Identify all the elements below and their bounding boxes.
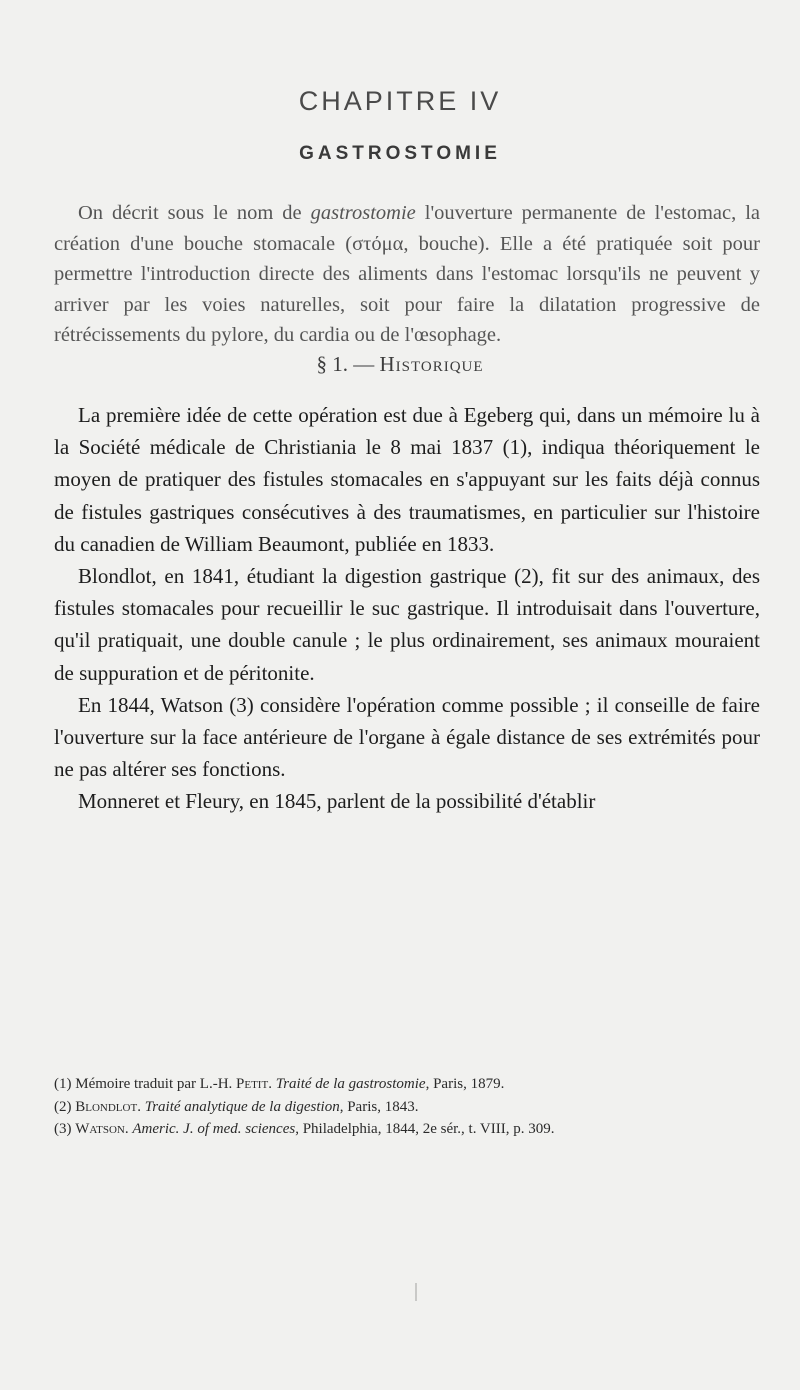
footnote-number: (2) xyxy=(54,1098,72,1115)
footnote xyxy=(54,1118,774,1141)
footnote-author: Blondlot xyxy=(75,1098,138,1115)
paragraph-watson: En 1844, Watson (3) considère l'opération comme possible ; il conseille de faire l'ouverture sur la face antérieure de l'organe à égale distance de ses extrémités pour ne pas altérer ses fonctions. xyxy=(54,692,760,782)
footnotes xyxy=(54,1073,774,1141)
footnote-details: , Philadelphia, 1844, 2e sér., t. VIII, p. 309. xyxy=(295,1121,555,1137)
body-text xyxy=(54,399,760,818)
intro-paragraph xyxy=(54,198,760,351)
footnote xyxy=(54,1096,774,1119)
footnote-separator: . xyxy=(268,1076,276,1092)
footnote-author: Watson xyxy=(75,1121,125,1137)
intro-text-start: On décrit sous le nom de xyxy=(78,202,311,224)
paragraph-egeberg: La première idée de cette opération est due à Egeberg qui, dans un mémoire lu à la Société médicale de Christiania le 8 mai 1837 (1), indiqua théoriquement le moyen de pratiquer des fistules stomacales en s'appuyant sur les faits déjà connus de fistules gastriques consécutives à des traumatismes, en particulier sur l'histoire du canadien de William Beaumont, publiée en 1833. xyxy=(54,403,760,556)
footnote-number: (3) xyxy=(54,1121,72,1137)
paragraph-monneret: Monneret et Fleury, en 1845, parlent de la possibilité d'établir xyxy=(78,789,596,814)
section-title: Historique xyxy=(379,352,484,376)
footnote-title: Americ. J. of med. sciences xyxy=(132,1121,296,1137)
footnote-separator: . xyxy=(137,1098,145,1115)
footnote-title: Traité de la gastrostomie xyxy=(275,1076,426,1092)
paragraph-blondlot: Blondlot, en 1841, étudiant la digestion gastrique (2), fit sur des animaux, des fistules stomacales pour recueillir le suc gastrique. Il introduisait dans l'ouverture, qu'il pratiquait, une double canule ; le plus ordinairement, ses animaux mouraient de suppuration et de péritonite. xyxy=(54,564,760,685)
footnote-details: , Paris, 1879. xyxy=(425,1076,505,1092)
footnote xyxy=(54,1073,774,1096)
footnote-title: Traité analytique de la digestion xyxy=(144,1098,340,1115)
footnote-separator: . xyxy=(124,1121,133,1137)
footnote-details: , Paris, 1843. xyxy=(339,1098,419,1115)
intro-term: gastrostomie xyxy=(310,202,416,224)
section-heading xyxy=(0,352,800,377)
paper-mark xyxy=(415,1283,417,1301)
intro-text-rest: l'ouverture permanente de l'estomac, la création d'une bouche stomacale (στόμα, bouche). Elle a été pratiquée soit pour permettre l'introduction directe des aliments dans l'estomac lorsqu'ils ne peuvent y arriver par les voies naturelles, soit pour faire la dilatation progressive de rétrécissements du pylore, du cardia ou de l'œsophage. xyxy=(54,202,761,346)
footnote-author: Petit xyxy=(236,1076,269,1092)
chapter-title: GASTROSTOMIE xyxy=(299,143,501,164)
section-number: § 1. — xyxy=(316,352,375,376)
chapter-heading: CHAPITRE IV xyxy=(298,86,502,116)
footnote-text: Mémoire traduit par L.-H. xyxy=(75,1076,237,1092)
footnote-number: (1) xyxy=(54,1076,72,1092)
